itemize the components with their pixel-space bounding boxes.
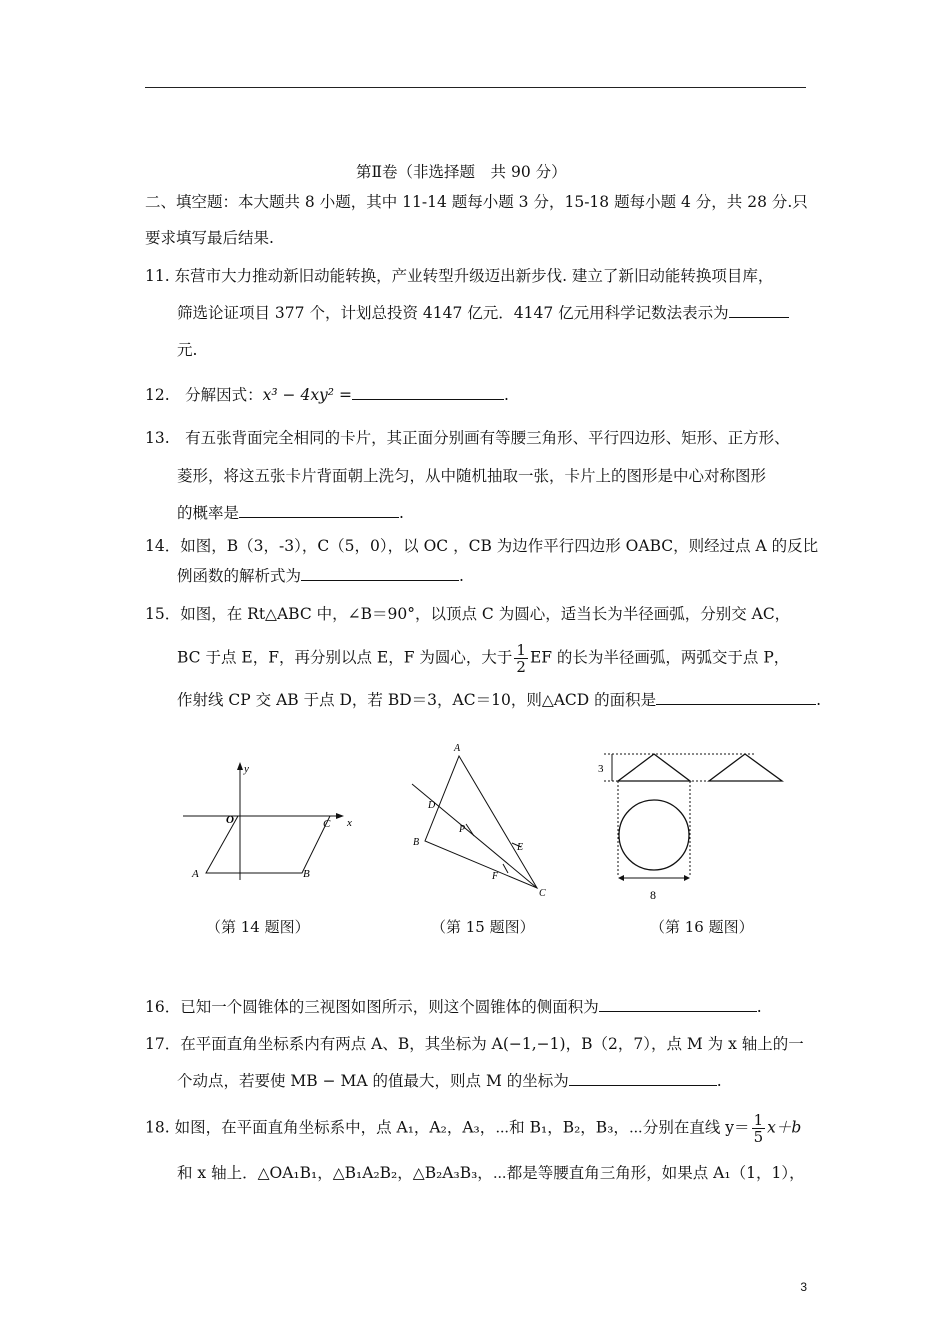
fig14-label-y: y xyxy=(244,763,249,775)
q12-end: . xyxy=(503,386,509,404)
fig14-y-arrow xyxy=(237,762,243,770)
fig14-label-x: x xyxy=(347,817,352,829)
answer-blank-17[interactable] xyxy=(569,1071,717,1086)
fig15-label-C: C xyxy=(539,888,546,899)
q16-text: 16．已知一个圆锥体的三视图如图所示，则这个圆锥体的侧面积为 xyxy=(145,998,599,1016)
q18-frac-den: 5 xyxy=(753,1128,764,1146)
header-rule xyxy=(145,87,806,88)
q15-line-2 xyxy=(177,642,789,675)
figure-14 xyxy=(178,760,358,890)
q15-frac-num: 1 xyxy=(516,641,526,659)
q16-end: . xyxy=(756,998,762,1016)
fig15-label-E: E xyxy=(517,842,524,853)
q13-end: . xyxy=(399,504,404,522)
q14-end: . xyxy=(459,567,464,585)
fig14-label-A: A xyxy=(192,868,199,880)
q15-text: 作射线 CP 交 AB 于点 D，若 BD＝3，AC＝10，则△ACD 的面积是 xyxy=(177,691,657,709)
fig15-arc-mark-F xyxy=(503,864,508,873)
q15-text-b: EF 的长为半径画弧，两弧交于点 P， xyxy=(529,648,790,667)
fig14-parallelogram xyxy=(206,816,330,873)
q17-text: 个动点，若要使 MB − MA 的值最大，则点 M 的坐标为 xyxy=(177,1072,569,1090)
q18-line-2: 和 x 轴上．△OA₁B₁，△B₁A₂B₂，△B₂A₃B₃，⋯都是等腰直角三角形，如果点 A₁（1，1）， xyxy=(177,1164,805,1182)
q15-frac-den: 2 xyxy=(516,658,526,676)
fig16-side-view xyxy=(709,754,782,781)
fig15-caption: （第 15 题图） xyxy=(431,918,535,936)
fig14-caption: （第 14 题图） xyxy=(206,918,310,936)
q15-text-a: BC 于点 E，F，再分别以点 E，F 为圆心，大于 xyxy=(177,648,513,667)
fig15-label-B: B xyxy=(413,837,420,848)
answer-blank-16[interactable] xyxy=(599,997,757,1012)
figure-15 xyxy=(405,740,565,900)
section-title: 第Ⅱ卷（非选择题 共 90 分） xyxy=(356,163,567,181)
q14-text: 例函数的解析式为 xyxy=(177,567,302,585)
q11-line-3: 元. xyxy=(177,341,198,359)
fig16-caption: （第 16 题图） xyxy=(650,918,754,936)
q11-line-1: 11. 东营市大力推动新旧动能转换，产业转型升级迈出新步伐. 建立了新旧动能转换项目库， xyxy=(145,267,774,285)
fig16-front-view xyxy=(618,754,690,781)
fig15-label-F: F xyxy=(492,871,499,882)
answer-blank-13[interactable] xyxy=(239,503,399,518)
fig16-label-width: 8 xyxy=(650,888,656,902)
fig16-width-arrow-left xyxy=(618,875,624,881)
q13-line-2: 菱形，将这五张卡片背面朝上洗匀，从中随机抽取一张，卡片上的图形是中心对称图形 xyxy=(177,467,767,485)
figure-16 xyxy=(596,748,796,908)
fig15-label-D: D xyxy=(428,800,436,811)
q11-text: 筛选论证项目 377 个，计划总投资 4147 亿元．4147 亿元用科学记数法表示为 xyxy=(177,304,729,322)
q15-line-1: 15．如图，在 Rt△ABC 中，∠B＝90°，以顶点 C 为圆心，适当长为半径画弧，分别交 AC， xyxy=(145,605,791,623)
fig15-label-P: P xyxy=(459,824,466,835)
q17-line-2 xyxy=(177,1071,722,1091)
q15-end: . xyxy=(816,691,822,709)
q13-line-3 xyxy=(177,503,404,523)
q18-fraction xyxy=(752,1112,766,1145)
q18-text-a: 18. 如图，在平面直角坐标系中，点 A₁，A₂，A₃，⋯和 B₁，B₂，B₃，⋯分别在直线 y＝ xyxy=(145,1118,750,1137)
q15-fraction xyxy=(514,642,528,675)
fig14-label-O: O xyxy=(226,814,234,826)
answer-blank-15[interactable] xyxy=(656,690,816,705)
fig16-width-arrow-right xyxy=(684,875,690,881)
q14-line-1: 14．如图，B（3，-3），C（5，0），以 OC ，CB 为边作平行四边形 OABC，则经过点 A 的反比 xyxy=(145,537,819,555)
q12-line xyxy=(145,385,509,405)
q13-line-1: 13. 有五张背面完全相同的卡片，其正面分别画有等腰三角形、平行四边形、矩形、正方形、 xyxy=(145,429,790,447)
fig16-top-view xyxy=(619,800,689,870)
q16-line xyxy=(145,997,762,1017)
q12-prefix: 12. 分解因式： xyxy=(145,386,263,404)
q18-text-b: x＋b xyxy=(767,1118,802,1137)
q12-expression: x³ − 4xy² = xyxy=(262,386,352,404)
q17-end: . xyxy=(716,1072,722,1090)
fig15-triangle xyxy=(425,756,537,888)
q15-line-3 xyxy=(177,690,821,710)
answer-blank-11[interactable] xyxy=(729,303,789,318)
fig15-label-A: A xyxy=(454,743,461,754)
q11-line-2 xyxy=(177,303,789,323)
q14-line-2 xyxy=(177,566,464,586)
intro-line-2: 要求填写最后结果. xyxy=(145,229,274,247)
fig14-label-B: B xyxy=(303,868,310,880)
answer-blank-14[interactable] xyxy=(301,566,459,581)
fig14-label-C: C xyxy=(323,818,331,830)
page-number: 3 xyxy=(800,1280,807,1294)
q13-text: 的概率是 xyxy=(177,504,240,522)
fig14-x-arrow xyxy=(336,813,344,819)
q18-line-1 xyxy=(145,1112,801,1145)
answer-blank-12[interactable] xyxy=(352,385,504,400)
intro-line-1: 二、填空题：本大题共 8 小题，其中 11-14 题每小题 3 分，15-18 题每小题 4 分，共 28 分.只 xyxy=(145,193,808,211)
q18-frac-num: 1 xyxy=(753,1111,764,1129)
q17-line-1: 17．在平面直角坐标系内有两点 A、B，其坐标为 A(−1,−1)，B（2，7），点 M 为 x 轴上的一 xyxy=(145,1035,804,1053)
fig16-label-height: 3 xyxy=(598,763,604,775)
